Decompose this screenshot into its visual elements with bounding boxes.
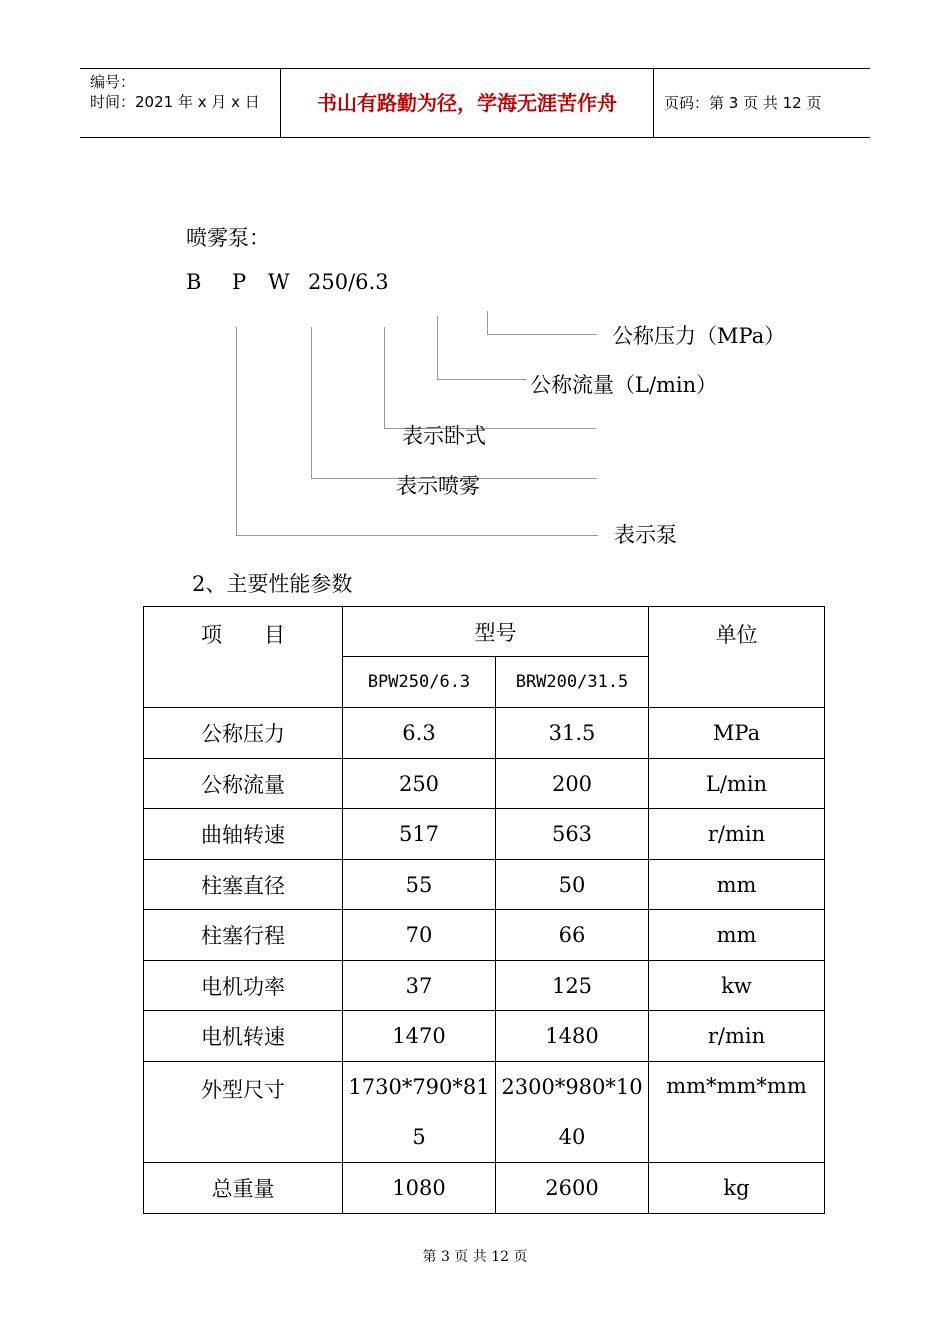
bracket-line [236,535,598,536]
bracket-line [384,327,385,429]
model-part-rating: 250/6.3 [308,270,389,294]
row-value-b: 1480 [496,1011,649,1062]
row-unit: mm [649,910,825,961]
row-name: 公称压力 [144,708,343,759]
row-value-a: 70 [343,910,496,961]
section-title: 2、主要性能参数 [192,572,353,596]
row-value-a: 1080 [343,1163,496,1214]
row-value-b: 200 [496,759,649,809]
header-item: 项 目 [144,607,343,708]
table-row [144,1163,825,1214]
row-value-b: 66 [496,910,649,961]
header-meta [80,69,281,137]
header-motto: 书山有路勤为径，学海无涯苦作舟 [281,69,654,137]
header-unit: 单位 [649,607,825,708]
row-name: 外型尺寸 [144,1062,343,1163]
row-value-b: 2600 [496,1163,649,1214]
row-unit: r/min [649,1011,825,1062]
header-model-a: BPW250/6.3 [343,657,496,708]
table-row [144,809,825,860]
row-unit: kg [649,1163,825,1214]
row-value-a: 1470 [343,1011,496,1062]
row-value-a: 1730*790*815 [343,1062,496,1163]
model-part-b: B [186,270,202,294]
row-value-b: 125 [496,961,649,1011]
bracket-line [236,327,237,536]
row-value-a: 517 [343,809,496,860]
page-header [80,68,870,138]
model-part-p: P [232,270,247,294]
row-value-a: 37 [343,961,496,1011]
row-name: 曲轴转速 [144,809,343,860]
pump-title: 喷雾泵： [186,226,270,250]
row-unit: MPa [649,708,825,759]
row-value-b: 2300*980*1040 [496,1062,649,1163]
row-value-a: 55 [343,860,496,910]
model-part-w: W [268,270,290,294]
row-unit: L/min [649,759,825,809]
table-row [144,759,825,809]
label-pressure: 公称压力（MPa） [612,324,786,348]
label-horizontal: 表示卧式 [402,424,486,448]
label-flow: 公称流量（L/min） [530,373,718,397]
row-name: 电机功率 [144,961,343,1011]
table-header-row [144,607,825,657]
row-name: 柱塞直径 [144,860,343,910]
row-value-b: 50 [496,860,649,910]
page-footer: 第 3 页 共 12 页 [422,1249,528,1265]
row-unit: kw [649,961,825,1011]
row-unit: r/min [649,809,825,860]
table-row [144,860,825,910]
table-row [144,910,825,961]
header-model: 型号 [343,607,649,657]
row-name: 电机转速 [144,1011,343,1062]
label-pump: 表示泵 [614,523,677,547]
row-name: 柱塞行程 [144,910,343,961]
table-row [144,708,825,759]
time-label: 时间：2021 年 x 月 x 日 [90,93,260,111]
bracket-line [487,311,488,335]
table-row [144,1062,825,1163]
row-unit: mm [649,860,825,910]
bracket-line [437,379,527,380]
table-row [144,961,825,1011]
row-name: 公称流量 [144,759,343,809]
row-value-a: 6.3 [343,708,496,759]
header-page-info: 页码：第 3 页 共 12 页 [664,94,822,112]
bracket-line [311,327,312,479]
bracket-line [437,316,438,380]
bracket-line [487,334,597,335]
row-value-b: 563 [496,809,649,860]
spec-table [143,606,825,1214]
table-row [144,1011,825,1062]
row-value-a: 250 [343,759,496,809]
label-spray: 表示喷雾 [396,474,480,498]
row-value-b: 31.5 [496,708,649,759]
number-label: 编号： [90,73,136,91]
header-model-b: BRW200/31.5 [496,657,649,708]
row-unit: mm*mm*mm [649,1062,825,1163]
row-name: 总重量 [144,1163,343,1214]
